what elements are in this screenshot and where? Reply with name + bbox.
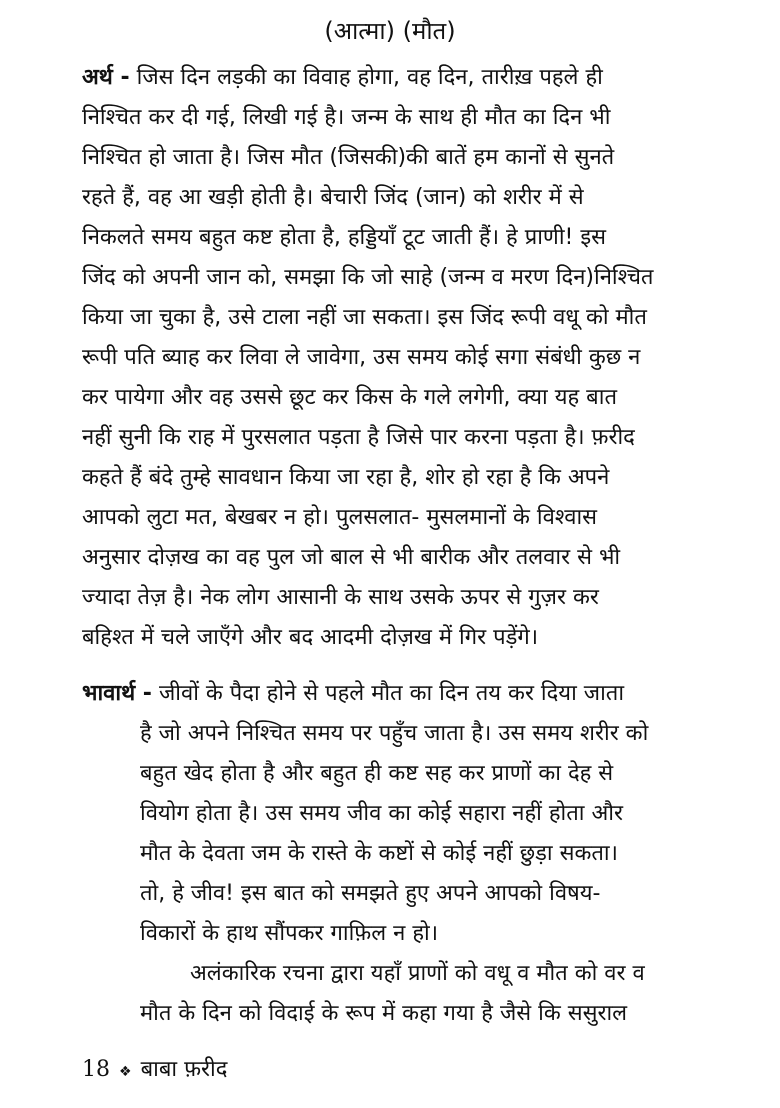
artha-text-line: नहीं सुनी कि राह में पुरसलात पड़ता है जिसे पार करना पड़ता है। फ़रीद (82, 425, 635, 450)
artha-text-line: निश्चित कर दी गई, लिखी गई है। जन्म के साथ ही मौत का दिन भी (82, 105, 611, 130)
bhavartha-para2-line: अलंकारिक रचना द्वारा यहाँ प्राणों को वधू व मौत को वर व (190, 961, 645, 986)
bhavartha-section (82, 674, 702, 1034)
bhavartha-text-line: तो, हे जीव! इस बात को समझते हुए अपने आपको विषय- (140, 881, 601, 906)
ornament-icon: ❖ (119, 1064, 132, 1080)
artha-text-line: जिस दिन लड़की का विवाह होगा, वह दिन, तारीख़ पहले ही (136, 65, 603, 90)
artha-text-line: रूपी पति ब्याह कर लिवा ले जावेगा, उस समय कोई सगा संबंधी कुछ न (82, 345, 641, 370)
bhavartha-text-line: जीवों के पैदा होने से पहले मौत का दिन तय कर दिया जाता (158, 681, 625, 706)
artha-text-line: बहिश्त में चले जाएँगे और बद आदमी दोज़ख में गिर पड़ेंगे। (82, 625, 539, 650)
artha-text-line: ज्यादा तेज़ है। नेक लोग आसानी के साथ उसके ऊपर से गुज़र कर (82, 585, 599, 610)
artha-first-line (82, 58, 702, 98)
page-footer (82, 1052, 227, 1090)
bhavartha-text-line: वियोग होता है। उस समय जीव का कोई सहारा नहीं होता और (140, 801, 623, 826)
bhavartha-text-line: विकारों के हाथ सौंपकर गाफ़िल न हो। (140, 921, 439, 946)
artha-text-line: कर पायेगा और वह उससे छूट कर किस के गले लगेगी, क्या यह बात (82, 385, 617, 410)
bhavartha-text-line: मौत के देवता जम के रास्ते के कष्टों से कोई नहीं छुड़ा सकता। (140, 841, 618, 866)
page-heading: (आत्मा) (मौत) (324, 17, 456, 45)
artha-label: अर्थ - (82, 65, 130, 90)
artha-text-line: निश्चित हो जाता है। जिस मौत (जिसकी)की बातें हम कानों से सुनते (82, 145, 615, 170)
bhavartha-para2-line: मौत के दिन को विदाई के रूप में कहा गया है जैसे कि ससुराल (140, 1001, 628, 1026)
artha-text-line: आपको लुटा मत, बेखबर न हो। पुलसलात- मुसलमानों के विश्वास (82, 505, 598, 530)
artha-section (82, 58, 702, 658)
bhavartha-first-line (82, 674, 702, 714)
bhavartha-text-line: है जो अपने निश्चित समय पर पहुँच जाता है। उस समय शरीर को (140, 721, 649, 746)
artha-text-line: किया जा चुका है, उसे टाला नहीं जा सकता। इस जिंद रूपी वधू को मौत (82, 305, 647, 330)
bhavartha-label: भावार्थ - (82, 681, 152, 706)
page-number: 18 (82, 1057, 110, 1082)
artha-text-line: कहते हैं बंदे तुम्हे सावधान किया जा रहा है, शोर हो रहा है कि अपने (82, 465, 610, 490)
artha-text-line: अनुसार दोज़ख का वह पुल जो बाल से भी बारीक और तलवार से भी (82, 545, 621, 570)
book-title: बाबा फ़रीद (140, 1057, 228, 1082)
artha-text-line: जिंद को अपनी जान को, समझा कि जो साहे (जन्म व मरण दिन)निश्चित (82, 265, 654, 290)
artha-text-line: रहते हैं, वह आ खड़ी होती है। बेचारी जिंद (जान) को शरीर में से (82, 185, 584, 210)
bhavartha-text-line: बहुत खेद होता है और बहुत ही कष्ट सह कर प्राणों का देह से (140, 761, 614, 786)
artha-text-line: निकलते समय बहुत कष्ट होता है, हड्डियाँ टूट जाती हैं। हे प्राणी! इस (82, 225, 607, 250)
